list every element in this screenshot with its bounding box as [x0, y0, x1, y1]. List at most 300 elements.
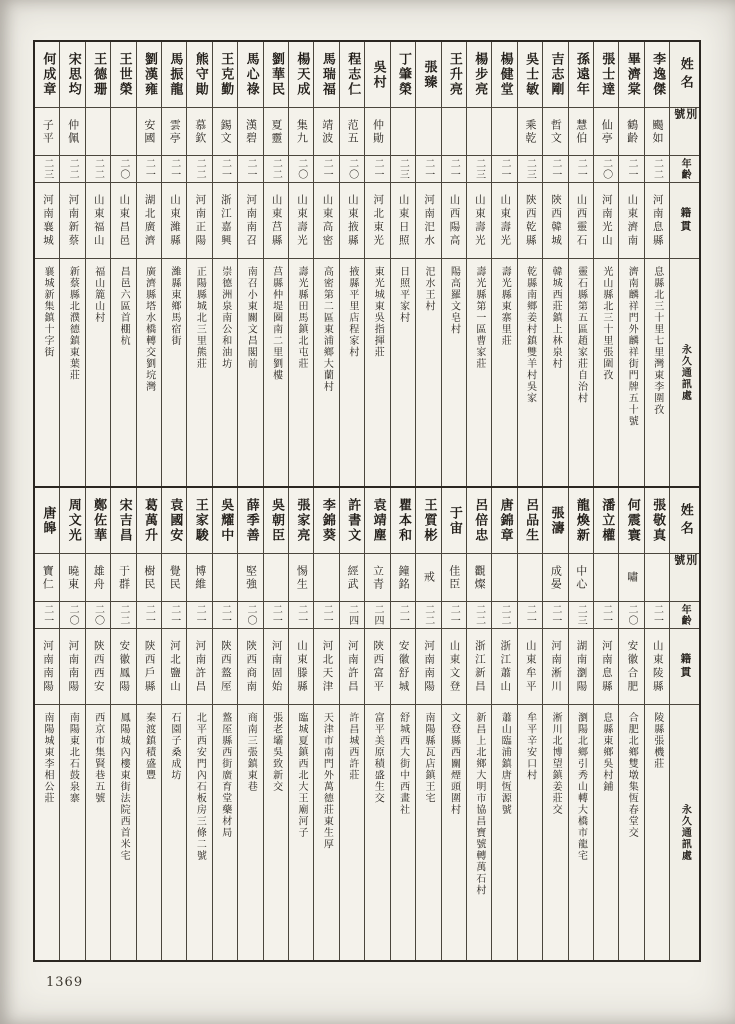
alias-cell: [60, 554, 84, 602]
name-text: 潘立權: [599, 498, 615, 543]
alias-cell: [569, 554, 593, 602]
address-text: 石園子桑成坊: [168, 712, 180, 781]
address-cell: [86, 259, 110, 486]
person-column: [415, 42, 440, 486]
age-text: 二二: [422, 604, 434, 626]
name-text: 唐皞: [40, 505, 56, 536]
person-column: [466, 42, 491, 486]
native-text: 河南南召: [245, 193, 258, 248]
age-text: 二三: [473, 158, 485, 180]
age-text: 二四: [371, 604, 383, 626]
person-column: [263, 42, 288, 486]
address-cell: [492, 705, 516, 960]
age-text: 二一: [244, 158, 256, 180]
name-text: 王質彬: [421, 498, 437, 543]
native-cell: [492, 183, 516, 259]
native-text: 山東昌邑: [118, 193, 131, 248]
age-text: 二四: [346, 604, 358, 626]
address-cell: [467, 705, 491, 960]
age-text: 二二: [194, 158, 206, 180]
address-cell: [518, 259, 542, 486]
age-text: 二一: [626, 158, 638, 180]
age-cell: [645, 602, 669, 629]
native-text: 山東濰縣: [169, 193, 181, 248]
name-cell: [187, 42, 211, 108]
address-text: 壽光縣田馬鎮北屯莊: [296, 266, 308, 370]
name-cell: [543, 488, 567, 554]
age-text: 二一: [143, 158, 155, 180]
alias-cell: [187, 554, 211, 602]
alias-cell: [289, 554, 313, 602]
name-text: 程志仁: [345, 52, 361, 97]
address-text: 高密第二區東浦鄉大蘭村: [321, 266, 333, 393]
age-cell: [264, 602, 288, 629]
address-text: 福山簏山村: [92, 266, 104, 324]
native-cell: [569, 183, 593, 259]
native-cell: [289, 183, 313, 259]
name-text: 楊健堂: [497, 52, 513, 97]
alias-text: 子平: [41, 118, 55, 145]
address-cell: [213, 705, 237, 960]
person-column: [237, 42, 262, 486]
alias-text: 中心: [574, 564, 588, 591]
native-text: 河南息縣: [651, 193, 664, 248]
address-cell: [645, 259, 669, 486]
age-text: 二一: [397, 604, 409, 626]
name-cell: [543, 42, 567, 108]
age-text: 二一: [321, 604, 333, 626]
name-text: 孫遠年: [573, 52, 589, 97]
native-cell: [137, 629, 161, 705]
age-text: 二二: [67, 158, 79, 180]
age-text: 二二: [499, 604, 511, 626]
native-cell: [340, 183, 364, 259]
age-text: 二一: [575, 158, 587, 180]
alias-text: 嘯: [625, 571, 639, 584]
person-column: [85, 42, 110, 486]
alias-text: 夏靈: [269, 118, 283, 145]
person-column: [542, 488, 567, 960]
name-text: 張臻: [421, 59, 437, 90]
person-column: [110, 488, 135, 960]
name-text: 周文光: [65, 498, 81, 543]
person-column: [364, 42, 389, 486]
person-column: [491, 42, 516, 486]
age-cell: [543, 156, 567, 183]
native-cell: [35, 183, 59, 259]
person-column: [390, 488, 415, 960]
name-text: 王世榮: [116, 52, 132, 97]
native-cell: [86, 629, 110, 705]
address-text: 莒縣仲堤圈南二里劉樓: [270, 266, 282, 381]
name-cell: [289, 488, 313, 554]
alias-text: 仲勛: [371, 118, 385, 145]
address-cell: [162, 259, 186, 486]
address-cell: [594, 259, 618, 486]
age-text: 二〇: [295, 158, 307, 180]
person-column: [644, 488, 669, 960]
age-cell: [365, 156, 389, 183]
alias-cell: [137, 108, 161, 156]
alias-text: 樹民: [142, 564, 156, 591]
person-column: [237, 488, 262, 960]
age-cell: [619, 156, 643, 183]
native-text: 山東壽光: [473, 193, 486, 248]
name-text: 葛萬升: [141, 498, 157, 543]
header-name-label: 姓名: [677, 56, 693, 93]
native-cell: [416, 183, 440, 259]
age-text: 二二: [651, 158, 663, 180]
native-cell: [365, 183, 389, 259]
native-cell: [60, 183, 84, 259]
age-cell: [391, 156, 415, 183]
person-column: [517, 488, 542, 960]
age-cell: [391, 602, 415, 629]
name-text: 張敬真: [650, 498, 666, 543]
name-text: 王克勤: [218, 52, 234, 97]
native-text: 山西陽高: [448, 193, 461, 248]
native-cell: [162, 183, 186, 259]
name-text: 馬振龍: [167, 52, 183, 97]
native-text: 陝西戶縣: [143, 639, 156, 694]
address-cell: [365, 259, 389, 486]
header-alias-cell: [670, 108, 699, 156]
age-text: 二一: [41, 604, 53, 626]
age-text: 二〇: [600, 158, 612, 180]
name-cell: [137, 42, 161, 108]
age-text: 二三: [397, 158, 409, 180]
age-text: 二一: [219, 158, 231, 180]
native-text: 湖南瀏陽: [575, 639, 588, 694]
native-text: 浙江新昌: [473, 639, 486, 694]
name-cell: [645, 42, 669, 108]
age-text: 二二: [92, 158, 104, 180]
age-text: 二一: [168, 604, 180, 626]
alias-cell: [238, 108, 262, 156]
native-text: 陝西盩厔: [219, 639, 232, 694]
header-name-cell: [670, 42, 699, 108]
address-cell: [60, 705, 84, 960]
native-cell: [543, 629, 567, 705]
address-text: 息縣北三十里七里灣東李圍孜: [651, 266, 663, 416]
age-text: 二一: [371, 158, 383, 180]
name-cell: [619, 488, 643, 554]
header-alias-label: 別號: [672, 554, 698, 579]
native-cell: [35, 629, 59, 705]
address-cell: [238, 259, 262, 486]
address-text: 壽光縣東寨里莊: [499, 266, 511, 347]
name-cell: [645, 488, 669, 554]
alias-text: 覺民: [168, 564, 182, 591]
alias-cell: [492, 554, 516, 602]
age-text: 二〇: [626, 604, 638, 626]
address-text: 昌邑六區首棚杭: [118, 266, 130, 347]
alias-cell: [86, 554, 110, 602]
person-column: [618, 488, 643, 960]
native-cell: [187, 629, 211, 705]
page-number: 1369: [46, 975, 84, 990]
age-cell: [35, 602, 59, 629]
native-cell: [543, 183, 567, 259]
native-text: 河南許昌: [194, 639, 207, 694]
header-age-label: 年齡: [679, 158, 691, 180]
address-cell: [518, 705, 542, 960]
alias-text: 觀燦: [473, 564, 487, 591]
name-cell: [187, 488, 211, 554]
age-cell: [60, 602, 84, 629]
name-text: 張士達: [599, 52, 615, 97]
address-text: 西京市集賢巷五號: [92, 712, 104, 804]
header-address-cell: [670, 705, 699, 960]
native-cell: [162, 629, 186, 705]
name-cell: [416, 42, 440, 108]
age-text: 二三: [575, 604, 587, 626]
alias-text: 范五: [346, 118, 360, 145]
person-column: [136, 42, 161, 486]
alias-text: 成晏: [549, 564, 563, 591]
person-column: [313, 42, 338, 486]
person-column: [161, 42, 186, 486]
address-cell: [111, 705, 135, 960]
age-text: 二一: [549, 604, 561, 626]
person-column: [568, 488, 593, 960]
name-cell: [569, 488, 593, 554]
person-column: [415, 488, 440, 960]
address-text: 鳳陽城內樓東街法院西首米宅: [118, 712, 130, 862]
age-cell: [213, 602, 237, 629]
name-text: 呂品生: [523, 498, 539, 543]
name-text: 鄭佐華: [91, 498, 107, 543]
alias-cell: [111, 108, 135, 156]
age-cell: [264, 156, 288, 183]
age-cell: [442, 602, 466, 629]
age-text: 二〇: [244, 604, 256, 626]
person-column: [186, 42, 211, 486]
age-text: 二一: [524, 604, 536, 626]
address-text: 息縣東鄉吳村鋪: [600, 712, 612, 793]
age-text: 二一: [448, 158, 460, 180]
name-cell: [467, 42, 491, 108]
alias-cell: [162, 108, 186, 156]
native-cell: [111, 183, 135, 259]
alias-text: 仙亭: [600, 118, 614, 145]
age-text: 二二: [270, 158, 282, 180]
native-cell: [238, 183, 262, 259]
name-text: 薛季善: [243, 498, 259, 543]
alias-cell: [518, 554, 542, 602]
address-text: 新蔡縣北濮德鎮東葉莊: [67, 266, 79, 381]
alias-cell: [416, 554, 440, 602]
address-cell: [467, 259, 491, 486]
native-cell: [569, 629, 593, 705]
address-text: 濰縣東鄉馬宿街: [168, 266, 180, 347]
name-text: 何成章: [40, 52, 56, 97]
native-text: 湖北廣濟: [143, 193, 156, 248]
native-cell: [213, 629, 237, 705]
age-text: 二一: [321, 158, 333, 180]
address-text: 富平美原積盛生交: [372, 712, 384, 804]
native-cell: [86, 183, 110, 259]
age-cell: [518, 156, 542, 183]
native-text: 安徽合肥: [626, 639, 639, 694]
native-text: 山東牟平: [524, 639, 537, 694]
header-native-cell: [670, 629, 699, 705]
native-cell: [442, 629, 466, 705]
native-cell: [391, 629, 415, 705]
name-text: 張濤: [548, 505, 564, 536]
native-cell: [619, 629, 643, 705]
address-text: 濟南麟祥門外麟祥街門牌五十號: [626, 266, 638, 427]
age-text: 二〇: [346, 158, 358, 180]
person-column: [288, 42, 313, 486]
alias-text: 集九: [295, 118, 309, 145]
age-text: 二〇: [67, 604, 79, 626]
age-cell: [340, 602, 364, 629]
address-cell: [416, 705, 440, 960]
native-cell: [492, 629, 516, 705]
age-cell: [543, 602, 567, 629]
name-cell: [365, 42, 389, 108]
age-cell: [645, 156, 669, 183]
address-text: 蕭山臨浦鎮唐恆源號: [499, 712, 511, 816]
address-cell: [619, 259, 643, 486]
native-text: 河北東光: [372, 193, 385, 248]
name-cell: [86, 488, 110, 554]
name-cell: [111, 42, 135, 108]
alias-cell: [365, 554, 389, 602]
alias-text: 博維: [193, 564, 207, 591]
name-text: 宋吉昌: [116, 498, 132, 543]
age-text: 二一: [549, 158, 561, 180]
address-cell: [162, 705, 186, 960]
age-cell: [594, 156, 618, 183]
age-text: 二一: [270, 604, 282, 626]
address-text: 日照平家村: [397, 266, 409, 324]
alias-cell: [264, 554, 288, 602]
alias-cell: [518, 108, 542, 156]
alias-cell: [391, 554, 415, 602]
address-cell: [213, 259, 237, 486]
alias-cell: [543, 554, 567, 602]
native-text: 陝西乾縣: [524, 193, 537, 248]
address-text: 張老壩吳致新交: [270, 712, 282, 793]
alias-text: 乘乾: [523, 118, 537, 145]
name-text: 王德珊: [91, 52, 107, 97]
age-cell: [569, 156, 593, 183]
native-text: 陝西商南: [245, 639, 258, 694]
native-cell: [467, 629, 491, 705]
native-text: 河南南陽: [67, 639, 80, 694]
name-cell: [238, 42, 262, 108]
address-cell: [442, 259, 466, 486]
native-text: 陝西韓城: [550, 193, 563, 248]
native-text: 河南淅川: [550, 639, 563, 694]
person-column: [136, 488, 161, 960]
name-text: 丁肇榮: [396, 52, 412, 97]
age-cell: [111, 602, 135, 629]
native-text: 山東滕縣: [296, 639, 309, 694]
address-text: 光山縣北三十里張圍孜: [600, 266, 612, 381]
name-cell: [35, 488, 59, 554]
directory-table-upper: [35, 42, 699, 486]
name-text: 畢濟棠: [624, 52, 640, 97]
address-text: 壽光縣第一區曹家莊: [473, 266, 485, 370]
address-cell: [289, 259, 313, 486]
alias-text: 戒: [422, 571, 436, 584]
age-cell: [594, 602, 618, 629]
alias-cell: [442, 554, 466, 602]
native-cell: [442, 183, 466, 259]
header-address-label: 永久通訊處: [679, 803, 691, 862]
name-text: 李錦葵: [319, 498, 335, 543]
name-cell: [518, 488, 542, 554]
native-text: 安徽鳳陽: [118, 639, 131, 694]
name-cell: [162, 488, 186, 554]
address-cell: [416, 259, 440, 486]
name-text: 楊天成: [294, 52, 310, 97]
native-text: 河南新蔡: [67, 193, 80, 248]
directory-table-lower: [35, 486, 699, 960]
name-text: 袁靖塵: [370, 498, 386, 543]
alias-cell: [365, 108, 389, 156]
name-cell: [492, 488, 516, 554]
native-text: 河南南陽: [41, 639, 54, 694]
address-text: 許昌城西許莊: [346, 712, 358, 781]
native-cell: [314, 183, 338, 259]
address-cell: [289, 705, 313, 960]
native-cell: [314, 629, 338, 705]
address-cell: [187, 705, 211, 960]
alias-cell: [594, 108, 618, 156]
address-text: 舒城西大街中西畫社: [397, 712, 409, 816]
alias-cell: [569, 108, 593, 156]
alias-cell: [340, 108, 364, 156]
address-cell: [137, 705, 161, 960]
name-text: 袁國安: [167, 498, 183, 543]
age-cell: [137, 602, 161, 629]
address-cell: [314, 705, 338, 960]
name-text: 吳士敏: [523, 52, 539, 97]
native-cell: [264, 183, 288, 259]
name-text: 于宙: [446, 505, 462, 536]
alias-cell: [60, 108, 84, 156]
age-cell: [86, 156, 110, 183]
person-column: [618, 42, 643, 486]
header-age-cell: [670, 156, 699, 183]
address-text: 新昌上北鄉大明市協昌寶號轉萬石村: [473, 712, 485, 896]
name-cell: [314, 488, 338, 554]
name-cell: [467, 488, 491, 554]
native-text: 山東文登: [448, 639, 461, 694]
age-cell: [467, 602, 491, 629]
header-age-label: 年齡: [679, 604, 691, 626]
native-text: 河南光山: [600, 193, 613, 248]
age-cell: [137, 156, 161, 183]
age-cell: [111, 156, 135, 183]
name-text: 王升亮: [446, 52, 462, 97]
address-text: 掖縣平里店程家村: [346, 266, 358, 358]
name-text: 馬心祿: [243, 52, 259, 97]
name-text: 王家駿: [192, 498, 208, 543]
alias-text: 颺如: [651, 118, 664, 145]
native-text: 河南固始: [270, 639, 283, 694]
person-column: [593, 488, 618, 960]
address-text: 北平西安門內石板房三條二號: [194, 712, 206, 862]
alias-cell: [543, 108, 567, 156]
age-text: 二一: [600, 604, 612, 626]
header-name-label: 姓名: [677, 502, 693, 539]
native-cell: [467, 183, 491, 259]
